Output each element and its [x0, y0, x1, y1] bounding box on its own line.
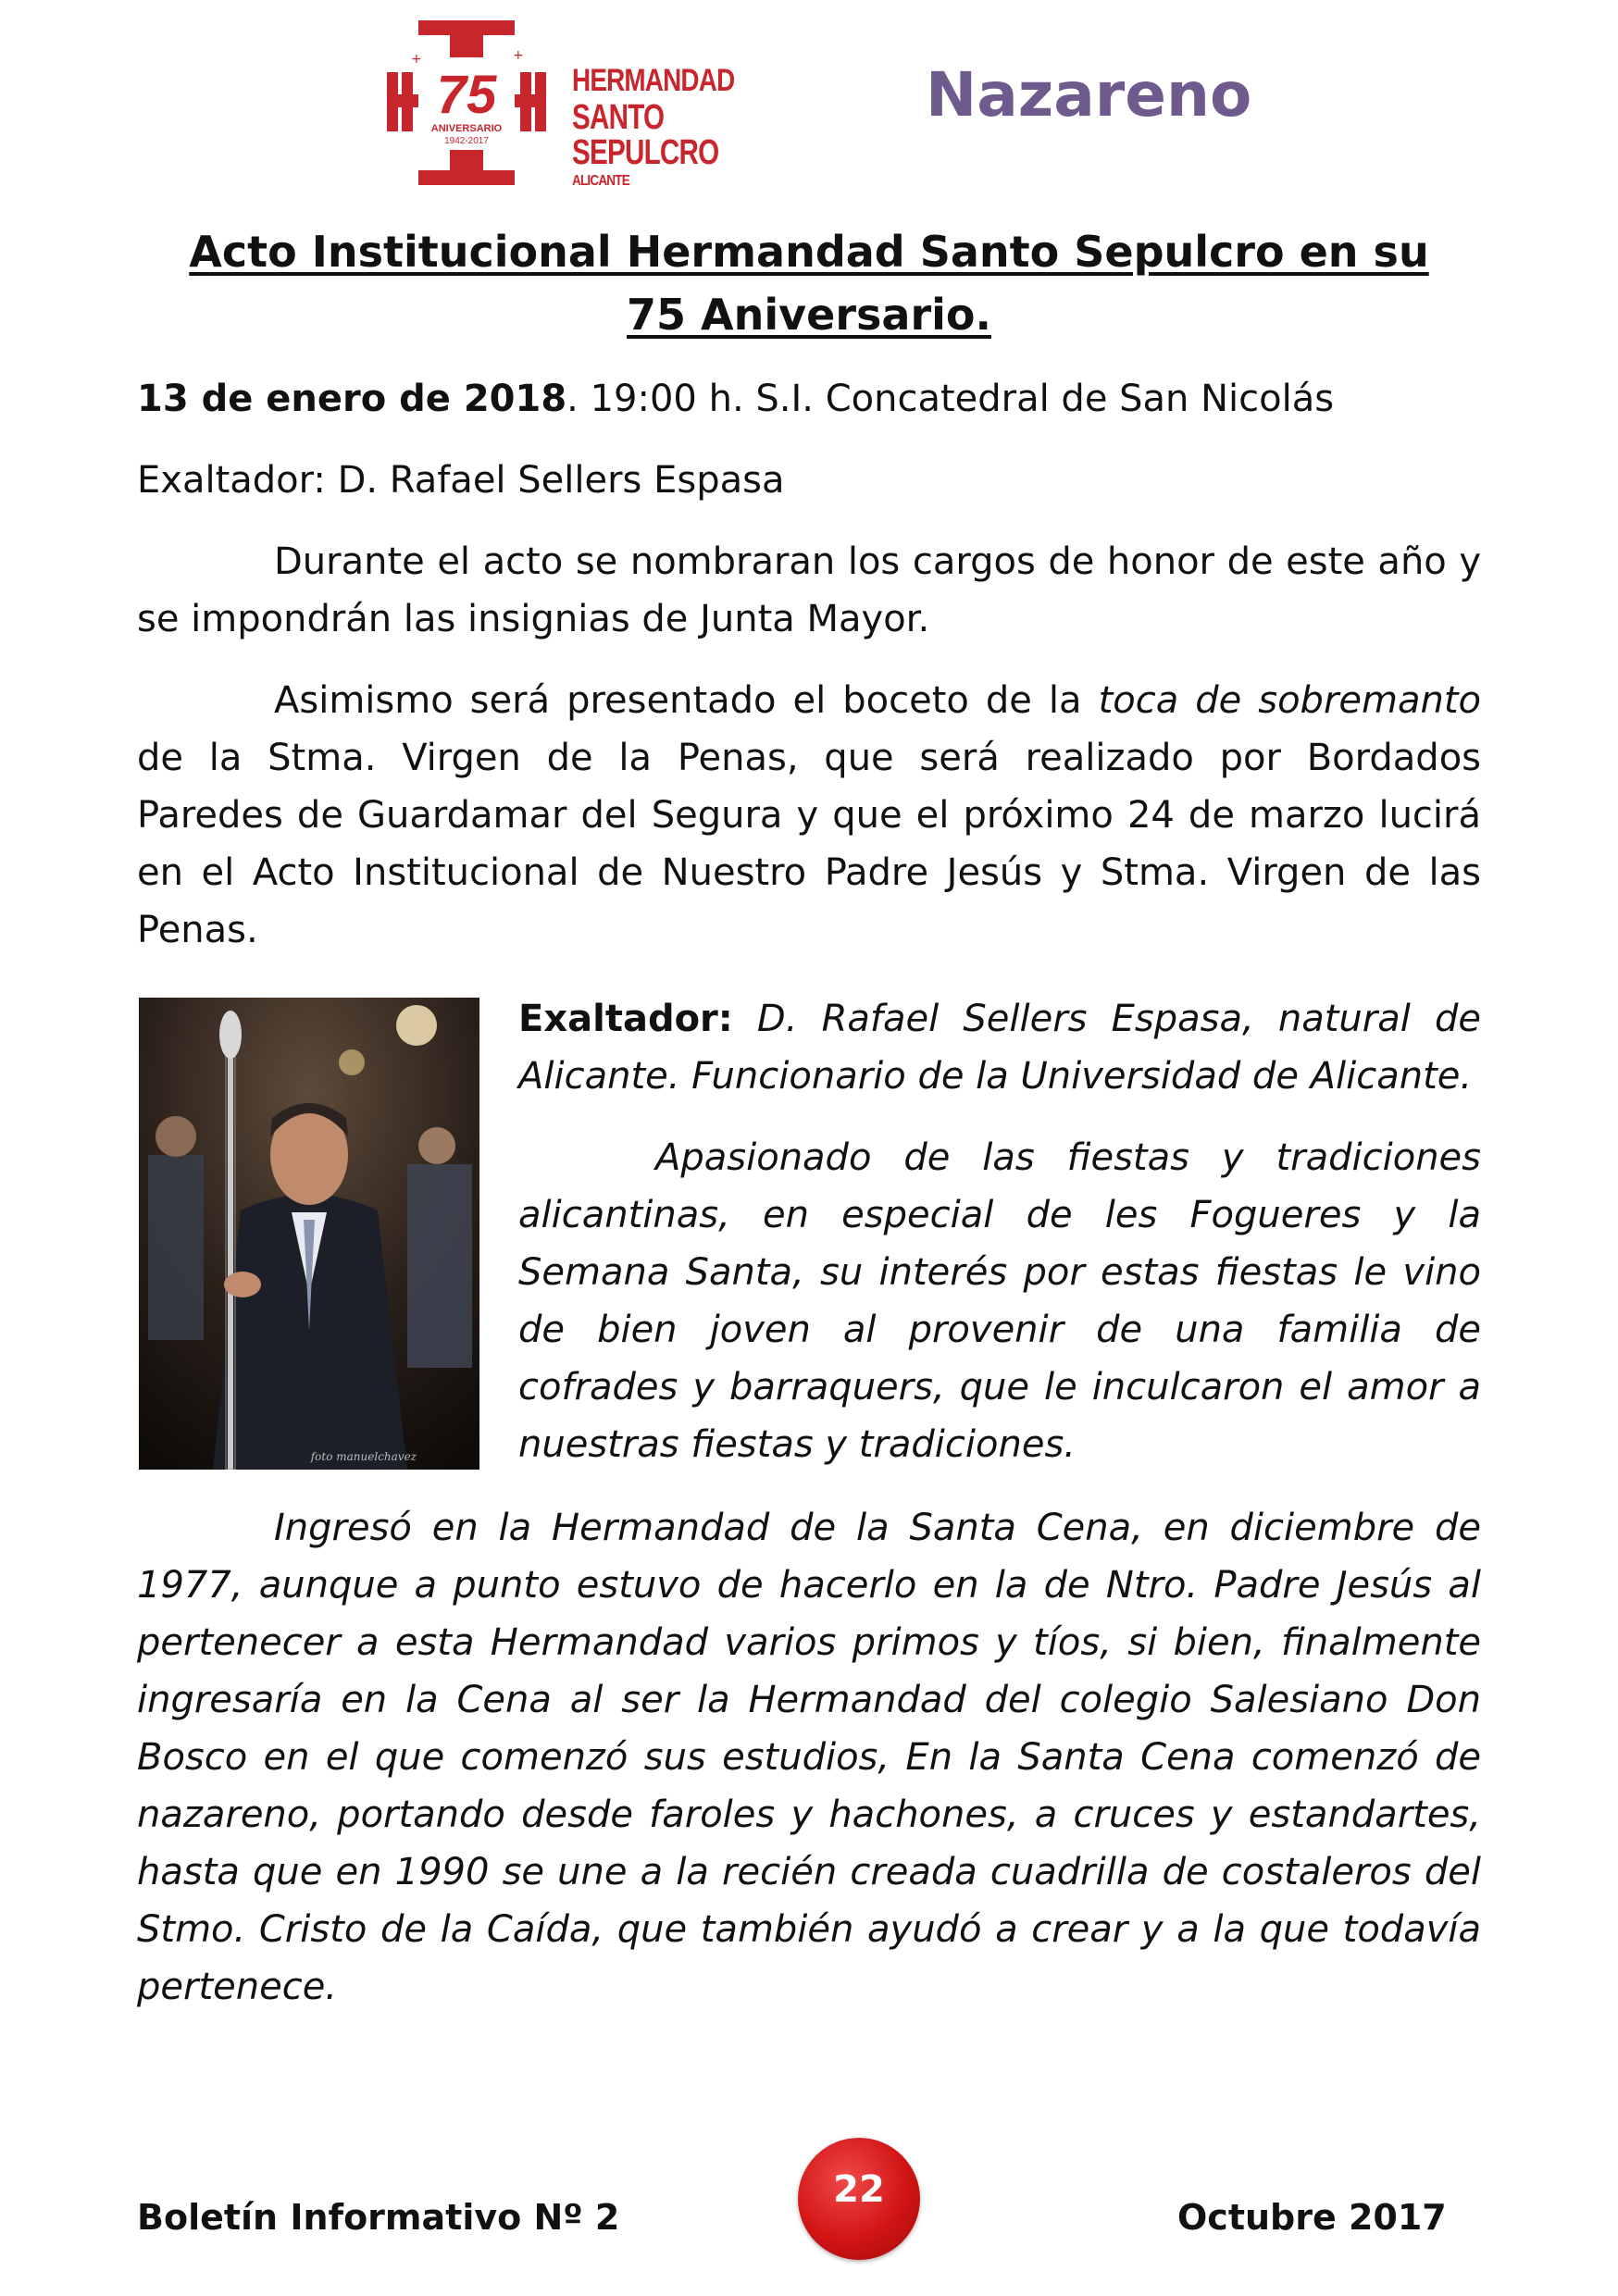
hermandad-logo — [383, 17, 809, 189]
paragraph-boceto-part-a: Asimismo será presentado el boceto de la — [274, 679, 1099, 722]
event-date-line — [137, 370, 1481, 428]
logo-ring-text: ANIVERSARIO — [430, 123, 503, 134]
event-date: 13 de enero de 2018 — [137, 378, 567, 420]
cross-75-emblem-icon — [383, 17, 578, 189]
logo-years: 1942-2017 — [444, 136, 489, 146]
footer-bulletin: Boletín Informativo Nº 2 — [137, 2197, 620, 2238]
svg-text:+: + — [411, 52, 422, 67]
logo-line-3: ALICANTE — [572, 173, 629, 189]
logo-line-1: HERMANDAD — [572, 63, 735, 98]
publication-brand: Nazareno — [926, 59, 1252, 130]
toca-de-sobremanto: toca de sobremanto — [1098, 679, 1481, 722]
svg-text:+: + — [513, 48, 524, 63]
paragraph-boceto-part-b: de la Stma. Virgen de la Penas, que será realizado por Bordados Paredes de Guardamar del Segura y que el próximo 24 de marzo lucirá en el Acto Institucional de Nuestro Padre Jesús y Stma. Virgen de las Penas. — [137, 737, 1481, 951]
photo-signature: foto manuelchavez — [310, 1450, 417, 1463]
bio-tradiciones: Apasionado de las fiestas y tradiciones alicantinas, en especial de les Fogueres y la Semana Santa, su interés por estas fiestas le vino de bien joven al provenir de una familia de cofrades y barraquers, que le inculcaron el amor a nuestras fiestas y tradiciones. — [518, 1136, 1481, 1466]
logo-line-2: SANTO SEPULCRO — [572, 98, 719, 172]
exaltador-photo — [139, 998, 479, 1470]
paragraph-cargos: Durante el acto se nombraran los cargos de honor de este año y se impondrán las insignias de Junta Mayor. — [137, 540, 1481, 640]
event-time-place: . 19:00 h. S.I. Concatedral de San Nicolás — [566, 378, 1335, 420]
paragraph-boceto — [137, 672, 1481, 959]
logo-number: 75 — [436, 65, 497, 125]
article-title — [137, 220, 1481, 346]
footer-date: Octubre 2017 — [1177, 2197, 1447, 2238]
bio-intro — [518, 990, 1481, 1105]
logo-wordmark — [572, 65, 809, 189]
page-number-badge: 22 — [798, 2138, 920, 2260]
article-title-line-2: 75 Aniversario. — [627, 290, 991, 340]
article-title-line-1: Acto Institucional Hermandad Santo Sepulcro en su — [189, 227, 1429, 277]
bio-label: Exaltador: — [518, 998, 733, 1040]
exaltador-line: Exaltador: D. Rafael Sellers Espasa — [137, 459, 785, 502]
bio-hermandad: Ingresó en la Hermandad de la Santa Cena, en diciembre de 1977, aunque a punto estuvo de hacerlo en la de Ntro. Padre Jesús al pertenecer a esta Hermandad varios primos y tíos, si bien, finalmente ingresaría en la Cena al ser la Hermandad del colegio Salesiano Don Bosco en el que comenzó sus estudios, En la Santa Cena comenzó de nazareno, portando desde faroles y hachones, a cruces y estandartes, hasta que en 1990 se une a la recién creada cuadrilla de costaleros del Stmo. Cristo de la Caída, que también ayudó a crear y a la que todavía pertenece. — [137, 1507, 1481, 2008]
bio-intro-text: D. Rafael Sellers Espasa, natural de Alicante. Funcionario de la Universidad de Alicante. — [518, 998, 1481, 1098]
